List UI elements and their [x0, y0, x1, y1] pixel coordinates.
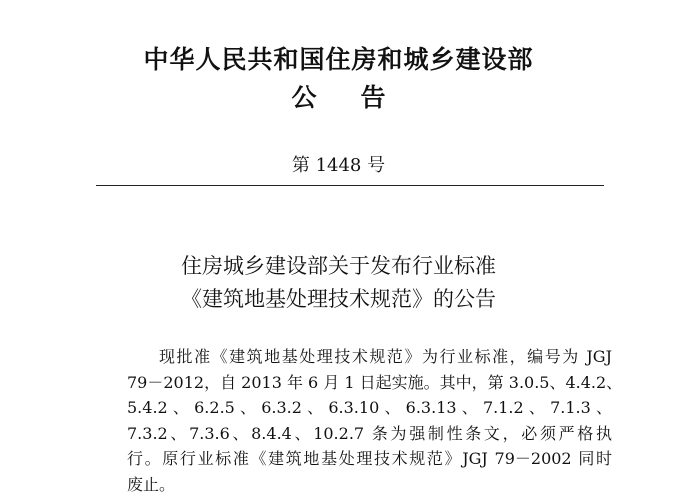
- announcement-title-line-1: 住房城乡建设部关于发布行业标准: [0, 250, 677, 280]
- horizontal-divider: [96, 185, 604, 186]
- body-line: 7.3.2、7.3.6、8.4.4、10.2.7 条为强制性条文，必须严格执: [127, 421, 612, 447]
- body-line: 废止。: [127, 472, 612, 497]
- announcement-number: 第 1448 号: [0, 151, 677, 177]
- body-line: 现批准《建筑地基处理技术规范》为行业标准，编号为 JGJ: [127, 344, 612, 370]
- announcement-body: [127, 344, 612, 497]
- body-line: 79－2012，自 2013 年 6 月 1 日起实施。其中，第 3.0.5、4.4.2、: [127, 370, 612, 396]
- notice-heading: 公告: [0, 78, 677, 114]
- announcement-title-line-2: 《建筑地基处理技术规范》的公告: [0, 283, 677, 313]
- ministry-name: 中华人民共和国住房和城乡建设部: [0, 40, 677, 76]
- body-line: 行。原行业标准《建筑地基处理技术规范》JGJ 79－2002 同时: [127, 446, 612, 472]
- body-line: 5.4.2、6.2.5、6.3.2、6.3.10、6.3.13、7.1.2、7.1.3、: [127, 395, 612, 421]
